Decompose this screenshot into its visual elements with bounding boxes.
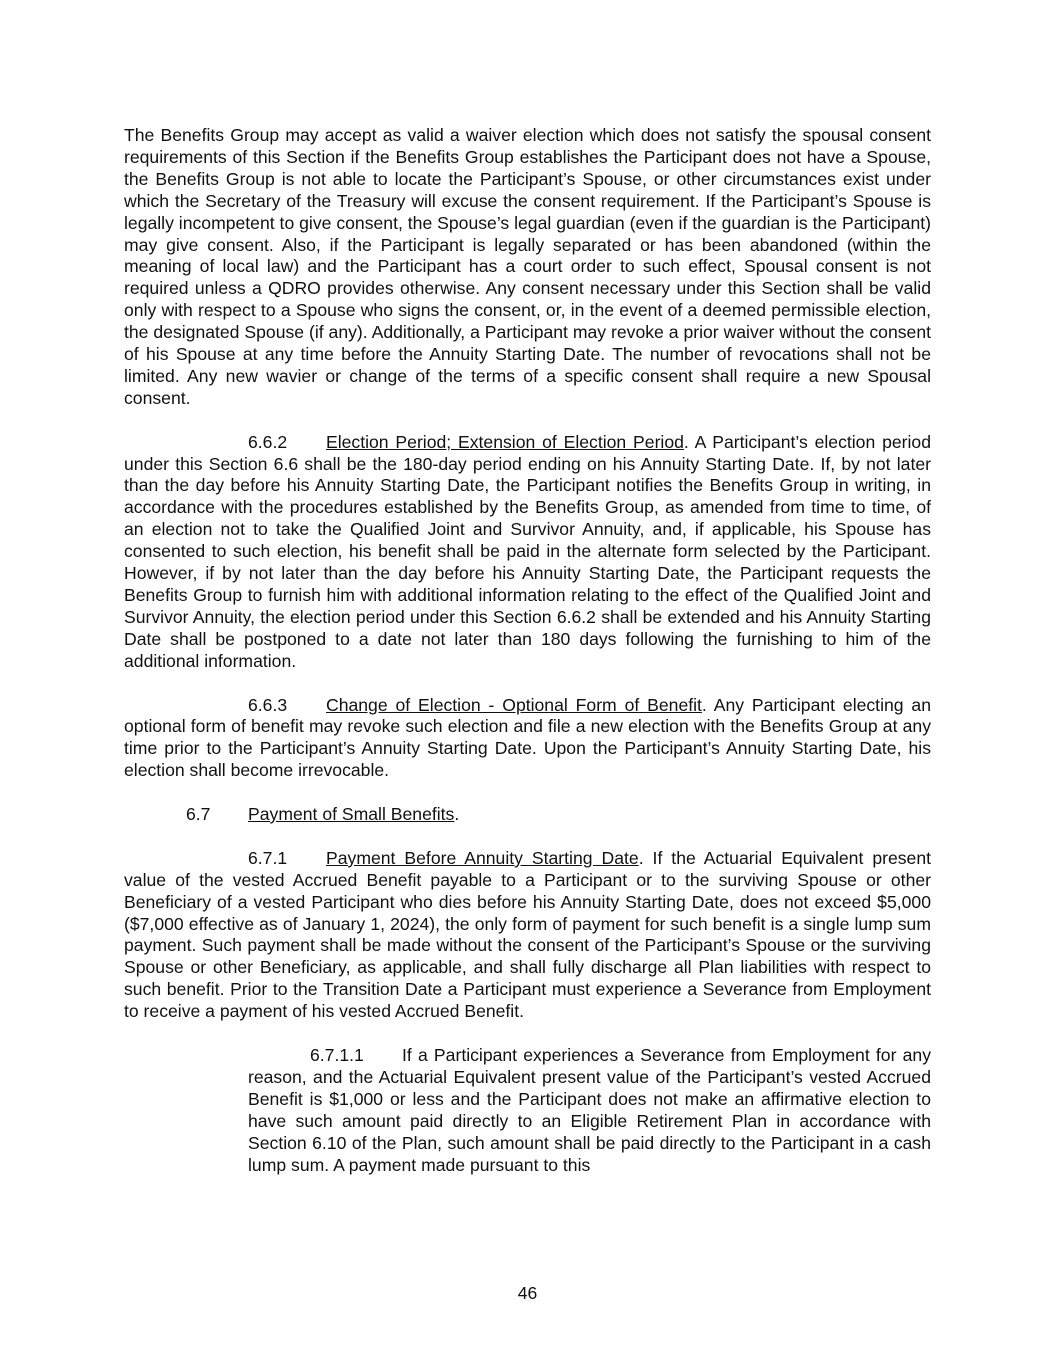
section-6-7-1 [124, 848, 931, 1023]
section-heading: Election Period; Extension of Election Period [326, 431, 684, 452]
section-heading: Change of Election - Optional Form of Benefit [326, 694, 702, 715]
page-number: 46 [517, 1283, 538, 1303]
section-body: If a Participant experiences a Severance from Employment for any reason, and the Actuarial Equivalent present value of the Participant’s vested Accrued Benefit is $1,000 or less and the Participant does not make an affirmative election to have such amount paid directly to an Eligible Retirement Plan in accordance with Section 6.10 of the Plan, such amount shall be paid directly to the Participant in a cash lump sum. A payment made pursuant to this [248, 1044, 931, 1175]
section-heading: Payment Before Annuity Starting Date [326, 847, 639, 868]
section-body: . Any Participant electing an optional form of benefit may revoke such election and file a new election with the Benefits Group at any time prior to the Participant’s Annuity Starting Date. Upon the Participant’s Annuity Starting Date, his election shall become irrevocable. [124, 694, 931, 781]
section-number: 6.7.1.1 [310, 1044, 364, 1065]
section-6-7-1-1 [248, 1045, 931, 1176]
section-number: 6.7 [186, 804, 211, 825]
section-number: 6.6.2 [248, 431, 288, 452]
section-heading: Payment of Small Benefits [248, 804, 455, 825]
section-6-6-3 [124, 695, 931, 783]
section-number: 6.6.3 [248, 694, 288, 715]
section-6-6-2 [124, 432, 931, 673]
document-body [124, 125, 931, 1176]
section-body: . A Participant’s election period under this Section 6.6 shall be the 180-day period ending on his Annuity Starting Date. If, by not later than the day before his Annuity Starting Date, the Participant notifies the Benefits Group in writing, in accordance with the procedures established by the Benefits Group, as amended from time to time, of an election not to take the Qualified Joint and Survivor Annuity, and, if applicable, his Spouse has consented to such election, his benefit shall be paid in the alternate form selected by the Participant. However, if by not later than the day before his Annuity Starting Date, the Participant requests the Benefits Group to furnish him with additional information relating to the effect of the Qualified Joint and Survivor Annuity, the election period under this Section 6.6.2 shall be extended and his Annuity Starting Date shall be postponed to a date not later than 180 days following the furnishing to him of the additional information. [124, 431, 931, 671]
paragraph-spousal-consent-waiver: The Benefits Group may accept as valid a waiver election which does not satisfy the spousal consent requirements of this Section if the Benefits Group establishes the Participant does not have a Spouse, the Benefits Group is not able to locate the Participant’s Spouse, or other circumstances exist under which the Secretary of the Treasury will excuse the consent requirement. If the Participant’s Spouse is legally incompetent to give consent, the Spouse’s legal guardian (even if the guardian is the Participant) may give consent. Also, if the Participant is legally separated or has been abandoned (within the meaning of local law) and the Participant has a court order to such effect, Spousal consent is not required unless a QDRO provides otherwise. Any consent necessary under this Section shall be valid only with respect to a Spouse who signs the consent, or, in the event of a deemed permissible election, the designated Spouse (if any). Additionally, a Participant may revoke a prior waiver without the consent of his Spouse at any time before the Annuity Starting Date. The number of revocations shall not be limited. Any new wavier or change of the terms of a specific consent shall require a new Spousal consent. [124, 125, 931, 408]
section-body: . [454, 804, 460, 825]
section-body: . If the Actuarial Equivalent present value of the vested Accrued Benefit payable to a Participant or to the surviving Spouse or other Beneficiary of a vested Participant who dies before his Annuity Starting Date, does not exceed $5,000 ($7,000 effective as of January 1, 2024), the only form of payment for such benefit is a single lump sum payment. Such payment shall be made without the consent of the Participant’s Spouse or the surviving Spouse or other Beneficiary, as applicable, and shall fully discharge all Plan liabilities with respect to such benefit. Prior to the Transition Date a Participant must experience a Severance from Employment to receive a payment of his vested Accrued Benefit. [124, 847, 932, 1022]
section-number: 6.7.1 [248, 847, 288, 868]
section-6-7 [186, 804, 931, 826]
